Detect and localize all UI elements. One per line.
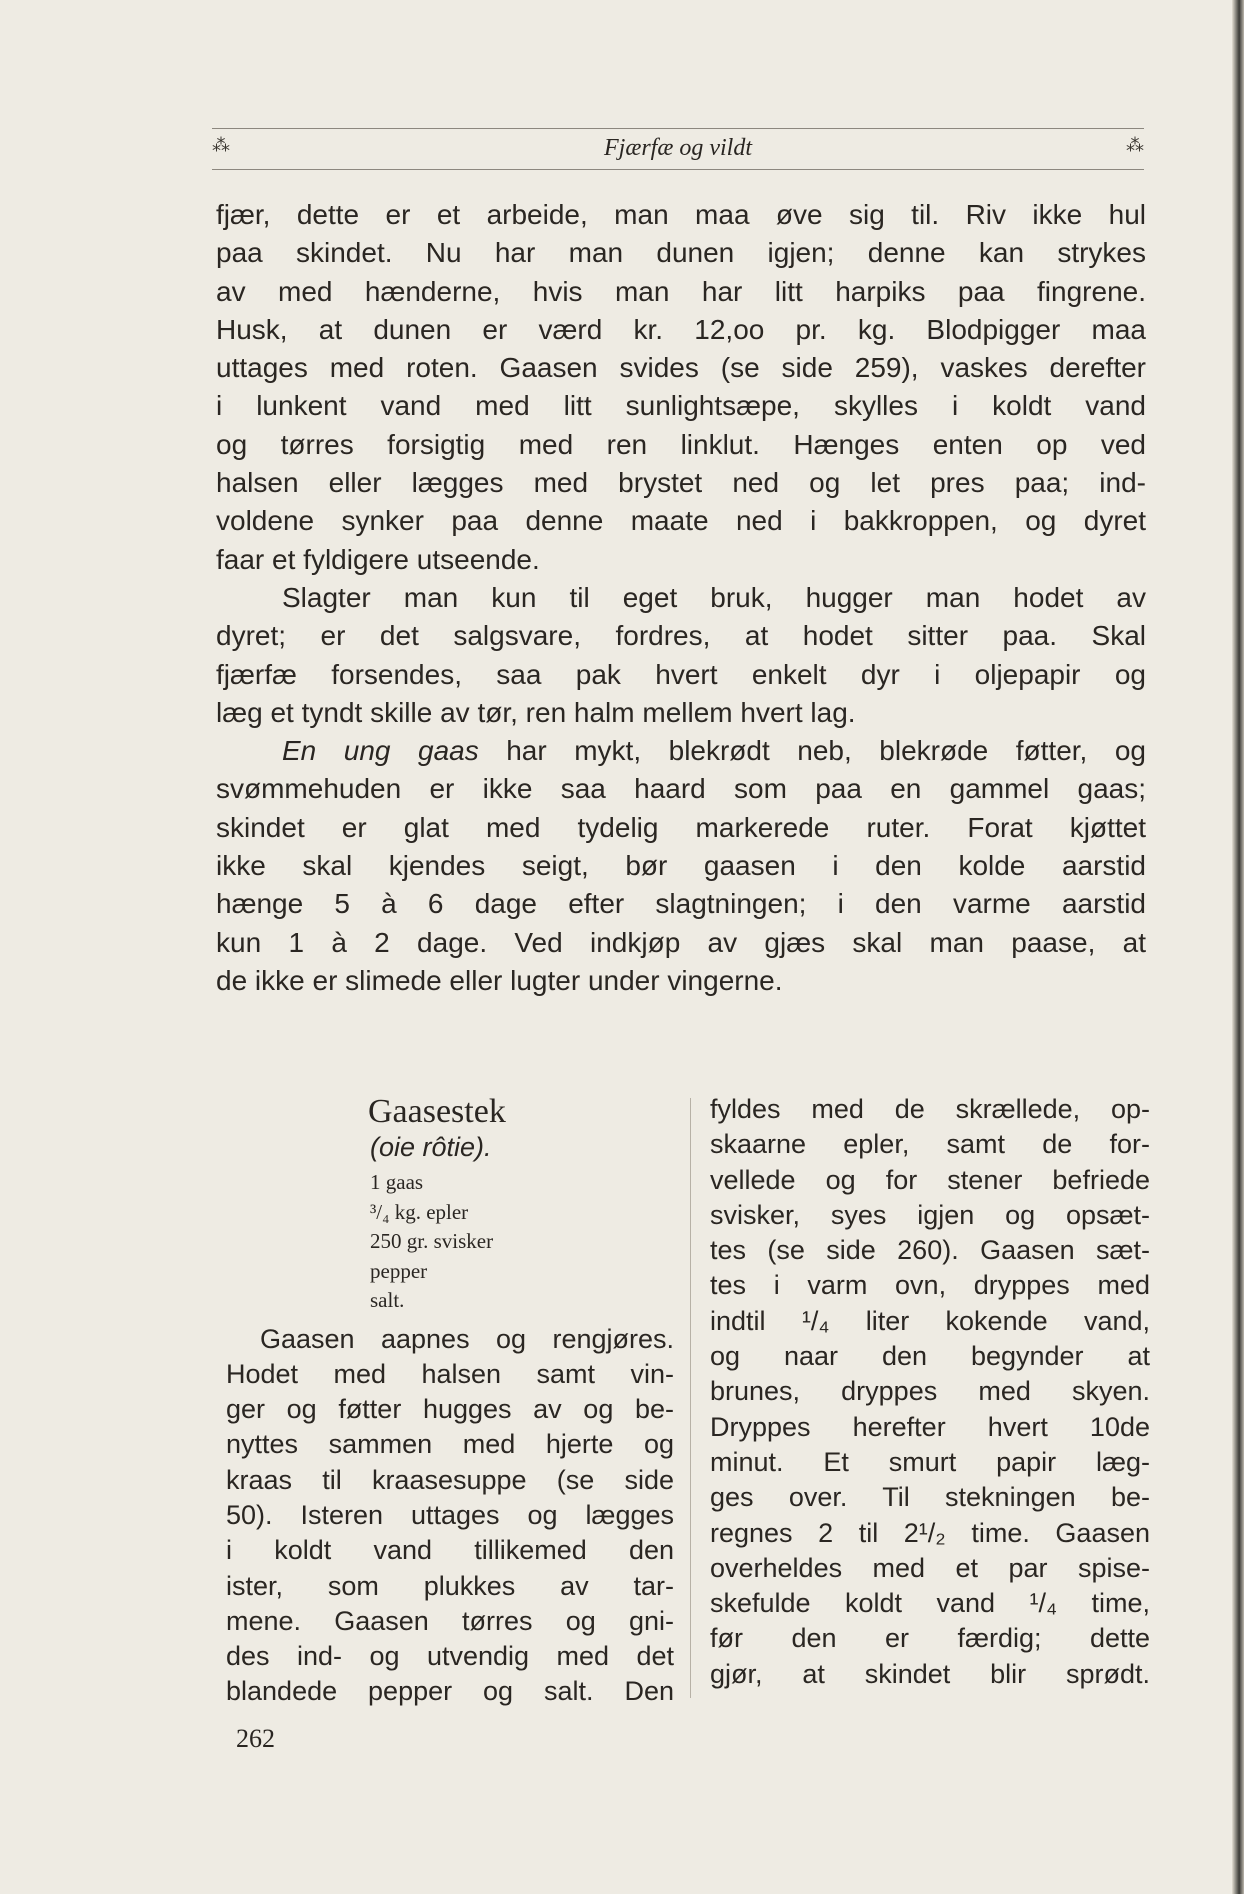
- text-line: Gaasen aapnes og rengjøres.: [260, 1323, 674, 1354]
- text-line: voldene synker paa denne maate ned i bakkroppen, og dyret: [216, 505, 1146, 537]
- text-line: svisker, syes igjen og opsæt-: [710, 1199, 1150, 1230]
- text-line: de ikke er slimede eller lugter under vingerne.: [216, 964, 783, 996]
- ornament-right-icon: ⁂: [1126, 135, 1144, 155]
- column-divider: [690, 1098, 691, 1698]
- text-line: kun 1 à 2 dage. Ved indkjøp av gjæs skal man paase, at: [216, 926, 1146, 958]
- text-line: og tørres forsigtig med ren linklut. Hænges enten op ved: [216, 428, 1146, 460]
- text-line: mene. Gaasen tørres og gni-: [226, 1605, 674, 1636]
- text-line: fjær, dette er et arbeide, man maa øve sig til. Riv ikke hul: [216, 199, 1146, 230]
- text-line: ger og føtter hugges av og be-: [226, 1394, 674, 1425]
- text-line: vellede og for stener befriede: [710, 1164, 1150, 1195]
- text-line: Slagter man kun til eget bruk, hugger man hodet av: [282, 581, 1146, 613]
- italic-phrase: En ung gaas: [282, 735, 479, 767]
- text-line: tes (se side 260). Gaasen sæt-: [710, 1235, 1150, 1266]
- text-line: minut. Et smurt papir læg-: [710, 1446, 1150, 1477]
- ornament-left-icon: ⁂: [212, 135, 230, 155]
- text-line: fjærfæ forsendes, saa pak hvert enkelt dyr i oljepapir og: [216, 658, 1146, 690]
- text-line: hænge 5 à 6 dage efter slagtningen; i den varme aarstid: [216, 888, 1146, 920]
- text-line: brunes, dryppes med skyen.: [710, 1376, 1150, 1407]
- text-line: nyttes sammen med hjerte og: [226, 1429, 674, 1460]
- text-line-rest: har mykt, blekrødt neb, blekrøde føtter, og: [478, 735, 1146, 767]
- text-line: kraas til kraasesuppe (se side: [226, 1464, 674, 1495]
- ingredient-item: 1 gaas: [370, 1170, 424, 1194]
- ingredient-item: salt.: [370, 1288, 405, 1312]
- text-line: tes i varm ovn, dryppes med: [710, 1270, 1150, 1301]
- text-line: uttages med roten. Gaasen svides (se side 259), vaskes derefter: [216, 352, 1146, 384]
- text-line: læg et tyndt skille av tør, ren halm mellem hvert lag.: [216, 696, 856, 728]
- text-line: halsen eller lægges med brystet ned og let pres paa; ind-: [216, 467, 1146, 499]
- text-line: 50). Isteren uttages og lægges: [226, 1499, 674, 1530]
- recipe-title: Gaasestek: [368, 1093, 506, 1130]
- text-line: overheldes med et par spise-: [710, 1552, 1150, 1583]
- text-line: [216, 732, 1146, 770]
- text-line: av med hænderne, hvis man har litt harpiks paa fingrene.: [216, 275, 1146, 307]
- text-line: i lunkent vand med litt sunlightsæpe, skylles i koldt vand: [216, 390, 1146, 422]
- text-line: skaarne epler, samt de for-: [710, 1129, 1150, 1160]
- text-line: indtil ¹/₄ liter kokende vand,: [710, 1305, 1150, 1336]
- text-line: ges over. Til stekningen be-: [710, 1482, 1150, 1513]
- recipe-subtitle: (oie rôtie).: [370, 1132, 492, 1162]
- text-line: ister, som plukkes av tar-: [226, 1570, 674, 1601]
- recipe-right-column: [710, 1092, 1150, 1692]
- ingredient-list: [370, 1168, 674, 1316]
- text-line: skindet er glat med tydelig markerede ruter. Forat kjøttet: [216, 811, 1146, 843]
- text-line: Hodet med halsen samt vin-: [226, 1358, 674, 1389]
- text-line: dyret; er det salgsvare, fordres, at hodet sitter paa. Skal: [216, 620, 1146, 652]
- running-header: [212, 128, 1144, 170]
- page-edge: [1232, 0, 1244, 1894]
- text-line: i koldt vand tillikemed den: [226, 1535, 674, 1566]
- text-line: skefulde koldt vand ¹/₄ time,: [710, 1588, 1150, 1619]
- text-line: blandede pepper og salt. Den: [226, 1676, 674, 1707]
- ingredient-item: ³/₄ kg. epler: [370, 1199, 469, 1224]
- ingredient-item: 250 gr. svisker: [370, 1229, 494, 1253]
- text-line: før den er færdig; dette: [710, 1623, 1150, 1654]
- text-line: gjør, at skindet blir sprødt.: [710, 1658, 1150, 1689]
- intro-text: [216, 196, 1146, 1000]
- ingredient-item: pepper: [370, 1258, 428, 1283]
- text-line: des ind- og utvendig med det: [226, 1641, 674, 1672]
- text-line: svømmehuden er ikke saa haard som paa en gammel gaas;: [216, 773, 1146, 805]
- text-line: Dryppes herefter hvert 10de: [710, 1411, 1150, 1442]
- text-line: ikke skal kjendes seigt, bør gaasen i den kolde aarstid: [216, 850, 1146, 882]
- text-line: faar et fyldigere utseende.: [216, 543, 540, 575]
- text-line: paa skindet. Nu har man dunen igjen; denne kan strykes: [216, 237, 1146, 269]
- text-line: regnes 2 til 2¹/₂ time. Gaasen: [710, 1517, 1150, 1548]
- running-title: Fjærfæ og vildt: [603, 135, 752, 161]
- page-number: 262: [236, 1724, 275, 1753]
- text-line: Husk, at dunen er værd kr. 12,oo pr. kg. Blodpigger maa: [216, 313, 1146, 345]
- text-line: og naar den begynder at: [710, 1341, 1150, 1372]
- recipe-instructions-left: [226, 1322, 674, 1710]
- text-line: fyldes med de skrællede, op-: [710, 1094, 1150, 1124]
- recipe-left-column: [226, 1092, 674, 1710]
